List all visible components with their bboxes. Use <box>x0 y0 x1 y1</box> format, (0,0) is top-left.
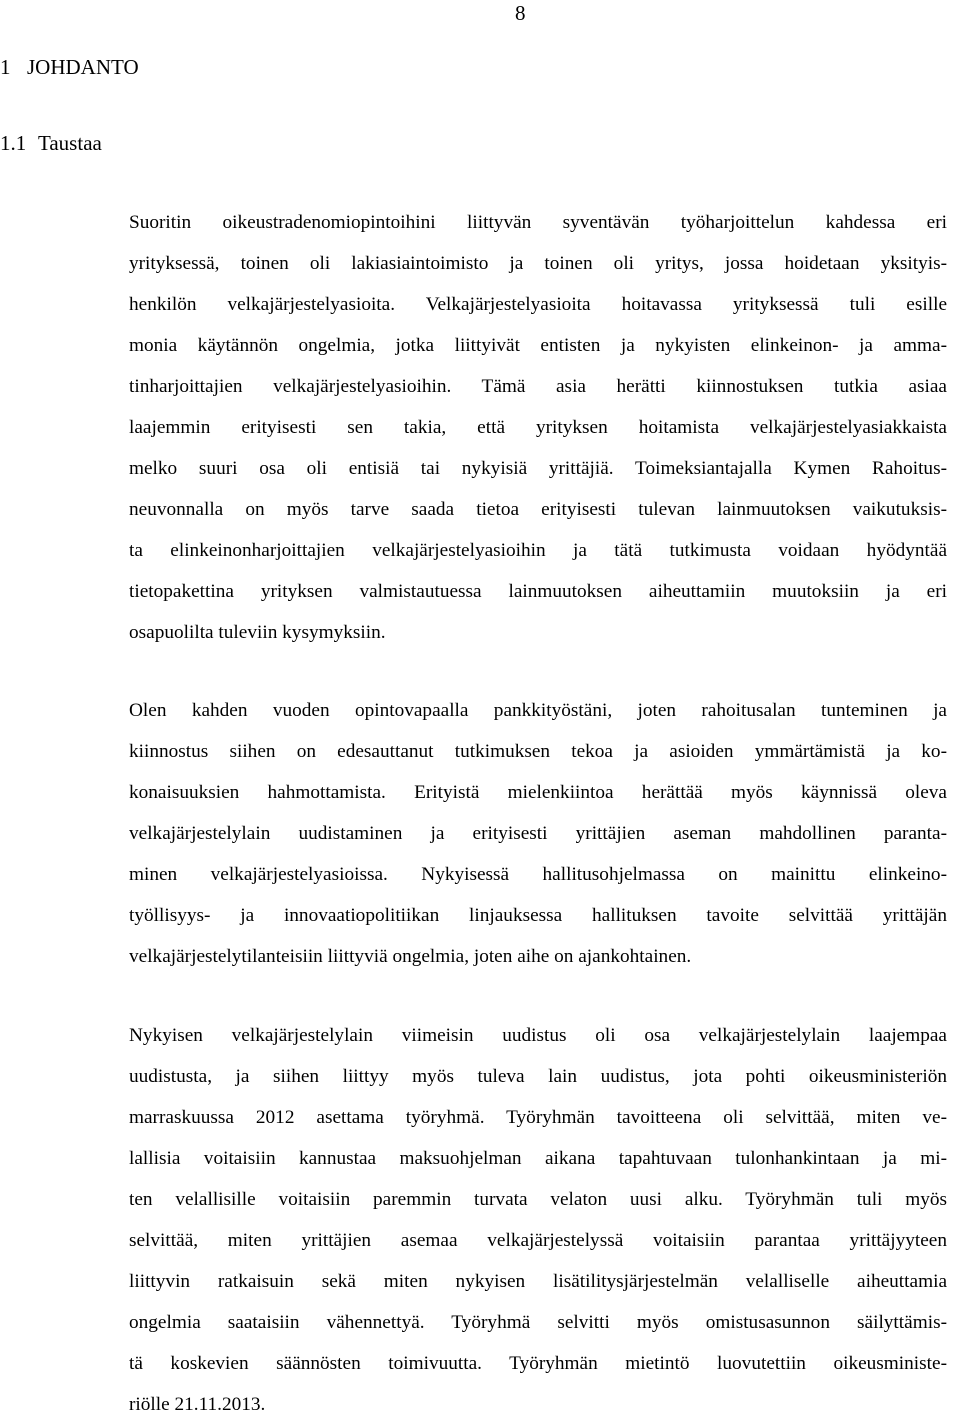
page-number: 8 <box>515 1 526 25</box>
paragraph-last-line: osapuolilta tuleviin kysymyksiin. <box>129 622 386 643</box>
paragraph-line: ta elinkeinonharjoittajien velkajärjestelyasioihin ja tätä tutkimusta voidaan hyödyntää <box>129 540 947 561</box>
section-heading <box>0 130 102 156</box>
paragraph-line: velkajärjestelylain uudistaminen ja erityisesti yrittäjien aseman mahdollinen paranta- <box>129 823 947 844</box>
paragraph-line: konaisuuksien hahmottamista. Erityistä mielenkiintoa herättää myös käynnissä oleva <box>129 782 947 803</box>
paragraph-line: henkilön velkajärjestelyasioita. Velkajärjestelyasioita hoitavassa yrityksessä tuli esille <box>129 294 947 315</box>
paragraph-line: tä koskevien säännösten toimivuutta. Työryhmän mietintö luovutettiin oikeusministe- <box>129 1353 947 1374</box>
paragraph-line: Nykyisen velkajärjestelylain viimeisin uudistus oli osa velkajärjestelylain laajempaa <box>129 1025 947 1046</box>
paragraph-line: monia käytännön ongelmia, jotka liittyivät entisten ja nykyisten elinkeinon- ja amma- <box>129 335 947 356</box>
paragraph-line: liittyvin ratkaisuin sekä miten nykyisen lisätilitysjärjestelmän velalliselle aiheuttamia <box>129 1271 947 1292</box>
paragraph-line: marraskuussa 2012 asettama työryhmä. Työryhmän tavoitteena oli selvittää, miten ve- <box>129 1107 947 1128</box>
paragraph-line: yrityksessä, toinen oli lakiasiaintoimisto ja toinen oli yritys, jossa hoidetaan yksityis- <box>129 253 947 274</box>
paragraph-line: selvittää, miten yrittäjien asemaa velkajärjestelyssä voitaisiin parantaa yrittäjyyteen <box>129 1230 947 1251</box>
paragraph-line: tinharjoittajien velkajärjestelyasioihin. Tämä asia herätti kiinnostuksen tutkia asiaa <box>129 376 947 397</box>
chapter-title: JOHDANTO <box>27 55 139 79</box>
paragraph-last-line: riölle 21.11.2013. <box>129 1394 266 1415</box>
body-paragraph-1 <box>129 202 947 653</box>
chapter-number: 1 <box>0 55 11 79</box>
paragraph-line: työllisyys- ja innovaatiopolitiikan linjauksessa hallituksen tavoite selvittää yrittäjän <box>129 905 947 926</box>
section-title: Taustaa <box>38 131 102 155</box>
paragraph-line: ten velallisille voitaisiin paremmin turvata velaton uusi alku. Työryhmän tuli myös <box>129 1189 947 1210</box>
paragraph-last-line: velkajärjestelytilanteisiin liittyviä ongelmia, joten aihe on ajankohtainen. <box>129 946 692 967</box>
paragraph-line: minen velkajärjestelyasioissa. Nykyisessä hallitusohjelmassa on mainittu elinkeino- <box>129 864 947 885</box>
paragraph-line: neuvonnalla on myös tarve saada tietoa erityisesti tulevan lainmuutoksen vaikutuksis- <box>129 499 947 520</box>
paragraph-line: lallisia voitaisiin kannustaa maksuohjelman aikana tapahtuvaan tulonhankintaan ja mi- <box>129 1148 947 1169</box>
paragraph-line: kiinnostus siihen on edesauttanut tutkimuksen tekoa ja asioiden ymmärtämistä ja ko- <box>129 741 947 762</box>
paragraph-line: Olen kahden vuoden opintovapaalla pankkityöstäni, joten rahoitusalan tunteminen ja <box>129 700 947 721</box>
paragraph-line: tietopakettina yrityksen valmistautuessa lainmuutoksen aiheuttamiin muutoksiin ja eri <box>129 581 947 602</box>
chapter-heading <box>0 54 139 80</box>
paragraph-line: melko suuri osa oli entisiä tai nykyisiä yrittäjiä. Toimeksiantajalla Kymen Rahoitus- <box>129 458 947 479</box>
paragraph-line: Suoritin oikeustradenomiopintoihini liittyvän syventävän työharjoittelun kahdessa eri <box>129 212 947 233</box>
body-paragraph-3 <box>129 1015 947 1425</box>
paragraph-line: laajemmin erityisesti sen takia, että yrityksen hoitamista velkajärjestelyasiakkaista <box>129 417 947 438</box>
paragraph-line: ongelmia saataisiin vähennettyä. Työryhmä selvitti myös omistusasunnon säilyttämis- <box>129 1312 947 1333</box>
body-paragraph-2 <box>129 690 947 977</box>
section-number: 1.1 <box>0 131 27 155</box>
paragraph-line: uudistusta, ja siihen liittyy myös tuleva lain uudistus, jota pohti oikeusministeriön <box>129 1066 947 1087</box>
